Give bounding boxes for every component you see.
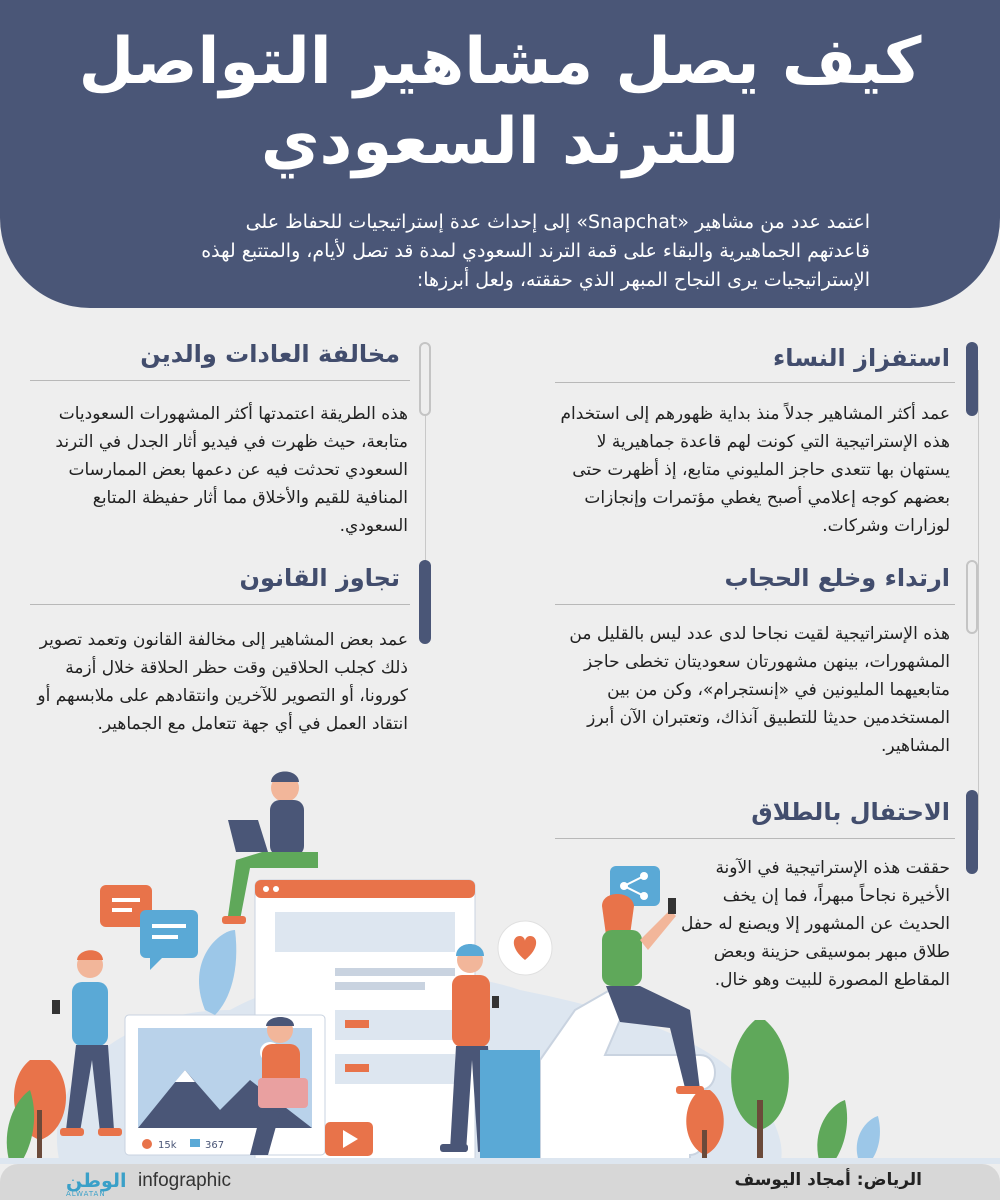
alwatan-logo: الوطن (66, 1170, 127, 1192)
page-title-line2: للترند السعودي (260, 105, 740, 179)
right-plant-small (817, 1100, 880, 1164)
header-banner (0, 0, 1000, 308)
section-divider-4 (30, 604, 410, 605)
section-marker-2 (419, 342, 431, 416)
section-title-1: استفزاز النساء (773, 344, 950, 372)
section-marker-4 (419, 560, 431, 644)
page-title-line1: كيف يصل مشاهير التواصل (78, 25, 922, 99)
section-body-3: هذه الإستراتيجية لقيت نجاحا لدى عدد ليس بالقليل من المشهورات، بينهن مشهورتان سعوديتان تخطى حاجز متابعيهما المليونين في «إنستجرام»، وكن من بين المستخدمين حديثا للتطبيق آنذاك، وتعتبران الآن أبرز المشاهير. (569, 624, 950, 756)
section-marker-3 (966, 560, 978, 634)
infographic-label: infographic (138, 1170, 231, 1191)
chat-bubble-blue-icon (140, 910, 198, 970)
section-body-5: حققت هذه الإستراتيجية في الآونة الأخيرة نجاحاً مبهراً، فما إن يخف الحديث عن المشهور إلا ويصنع له حفل طلاق مبهر بموسيقى حزينة وبعض المقاطع المصورة للبيت وهو خال. (680, 858, 950, 990)
left-plant (7, 1090, 34, 1164)
middle-plant (199, 930, 236, 1015)
section-divider-2 (30, 380, 410, 381)
section-title-3: ارتداء وخلع الحجاب (724, 564, 950, 592)
video-play-icon (325, 1122, 373, 1156)
comments-count: 367 (205, 1140, 225, 1151)
section-title-4: تجاوز القانون (239, 564, 400, 592)
intro-text: اعتمد عدد من مشاهير «Snapchat» إلى إحداث عدة إستراتيجيات للحفاظ على قاعدتهم الجماهيرية والبقاء على قمة الترند السعودي لمدة قد تصل لأيام، والمتتبع لهذه الإستراتيجيات يرى النجاح المبهر الذي حققته، ولعل أبرزها: (201, 211, 870, 291)
section-body-2: هذه الطريقة اعتمدتها أكثر المشهورات السعوديات متابعة، حيث ظهرت في فيديو أثار الجدل في الترند السعودي تحدثت فيه عن دعمها بعض الممارسات المنافية للقيم والأخلاق مما أثار حفيظة المتابع السعودي. (55, 404, 408, 536)
section-body-4: عمد بعض المشاهير إلى مخالفة القانون وتعمد تصوير ذلك كجلب الحلاقين وقت حظر الحلاقة خلال أزمة كورونا، أو التصوير للآخرين وانتقادهم على ملابسهم أو انتقاد العمل في أي جهة تتعامل مع الجماهير. (37, 630, 408, 734)
section-body-1: عمد أكثر المشاهير جدلاً منذ بداية ظهورهم إلى استخدام هذه الإستراتيجية التي كونت لهم قاعدة جماهيرية لا يستهان بها تتعدى حاجز المليوني متابع، إذ أظهرت حتى بعضهم كوجه إعلامي أصبح يغطي مؤتمرات وإنجازات لوزارات وشركات. (560, 404, 950, 536)
section-marker-1 (966, 342, 978, 416)
likes-count: 15k (158, 1140, 177, 1151)
section-title-5: الاحتفال بالطلاق (751, 798, 950, 826)
section-divider-1 (555, 382, 955, 383)
social-media-illustration (0, 760, 1000, 1164)
author-credit: الرياض: أمجاد اليوسف (734, 1170, 922, 1190)
heart-bubble-icon (498, 921, 552, 975)
alwatan-logo-sub: ALWATAN (66, 1190, 106, 1198)
section-divider-3 (555, 604, 955, 605)
section-title-2: مخالفة العادات والدين (140, 340, 400, 368)
